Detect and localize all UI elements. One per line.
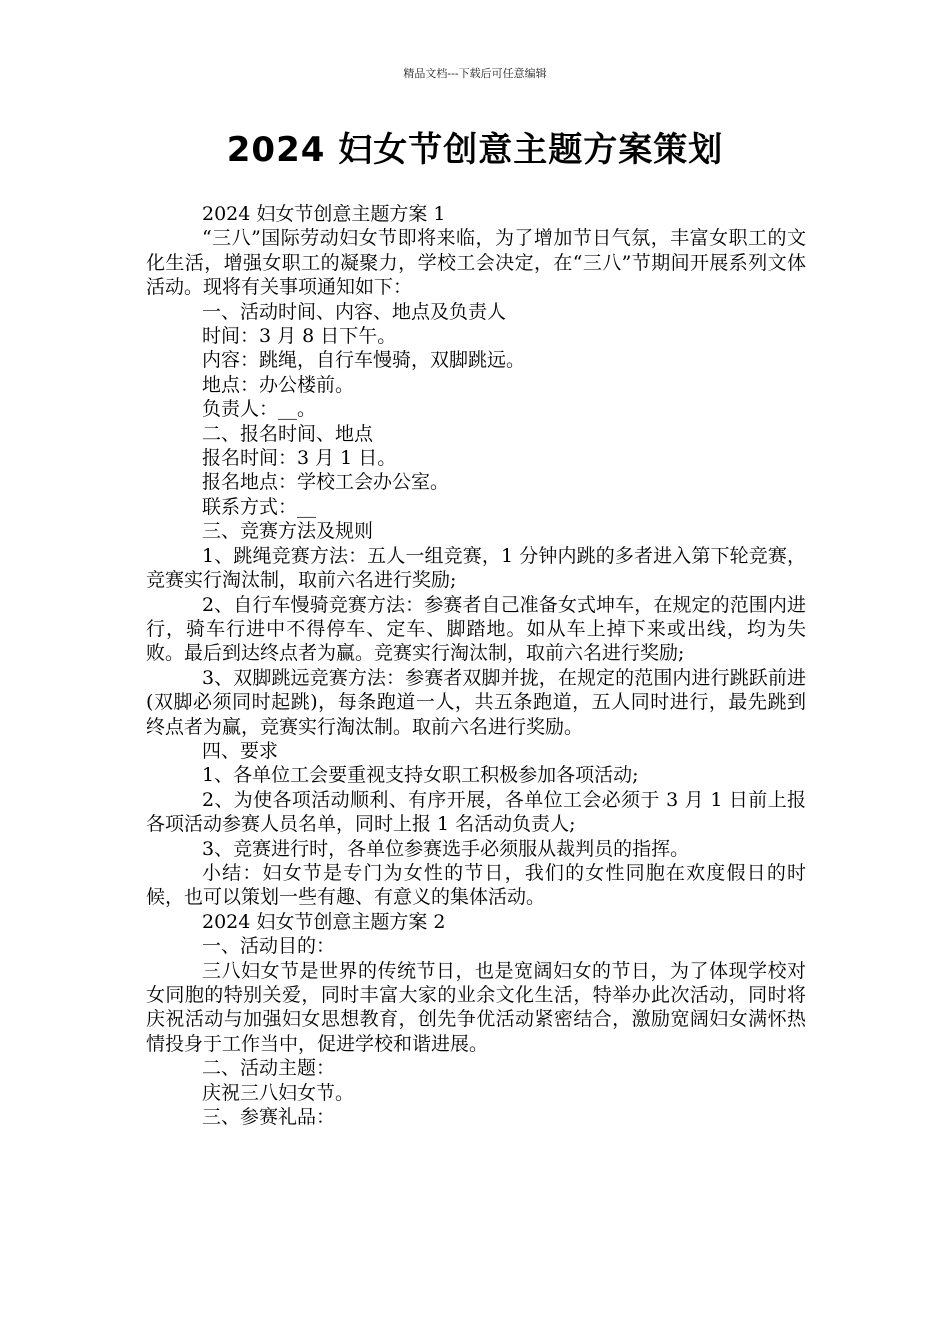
requirement-2: 2、为使各项活动顺利、有序开展，各单位工会必须于 3 月 1 日前上报各项活动参赛人员名单，同时上报 1 名活动负责人;: [146, 788, 806, 836]
rule-double-jump: 3、双脚跳远竞赛方法：参赛者双脚并拢，在规定的范围内进行跳跃前进(双脚必须同时起跳)，每条跑道一人，共五条跑道，五人同时进行，最先跳到终点者为赢，竞赛实行淘汰制。取前六名进行奖励。: [146, 666, 806, 738]
registration-location-line: 报名地点：学校工会办公室。: [202, 471, 450, 494]
document-title: 2024 妇女节创意主题方案策划: [226, 130, 724, 170]
section-heading-4: 四、要求: [202, 739, 279, 762]
summary-paragraph: 小结：妇女节是专门为女性的节日，我们的女性同胞在欢度假日的时候，也可以策划一些有趣、有意义的集体活动。: [146, 861, 806, 909]
time-line: 时间：3 月 8 日下午。: [202, 325, 397, 348]
plan2-section-heading-2: 二、活动主题：: [202, 1057, 336, 1080]
section-heading-2: 二、报名时间、地点: [202, 422, 374, 445]
heading-plan-2: 2024 妇女节创意主题方案 2: [202, 910, 446, 933]
requirement-3: 3、竞赛进行时，各单位参赛选手必须服从裁判员的指挥。: [202, 837, 690, 860]
rule-slow-bike: 2、自行车慢骑竞赛方法：参赛者自己准备女式坤车，在规定的范围内进行，骑车行进中不得停车、定车、脚踏地。如从车上掉下来或出线，均为失败。最后到达终点者为赢。竞赛实行淘汰制，取前六名进行奖励;: [146, 593, 806, 665]
section-heading-3: 三、竞赛方法及规则: [202, 520, 374, 543]
plan2-section-heading-1: 一、活动目的：: [202, 935, 336, 958]
plan2-theme-line: 庆祝三八妇女节。: [202, 1081, 355, 1104]
plan2-purpose-paragraph: 三八妇女节是世界的传统节日，也是宽阔妇女的节日，为了体现学校对女同胞的特别关爱，同时丰富大家的业余文化生活，特举办此次活动，同时将庆祝活动与加强妇女思想教育，创先争优活动紧密结合，激励宽阔妇女满怀热情投身于工作当中，促进学校和谐进展。: [146, 959, 806, 1055]
page-header-note: 精品文档---下载后可任意编辑: [403, 67, 547, 80]
contact-line: 联系方式：__: [202, 495, 317, 518]
heading-plan-1: 2024 妇女节创意主题方案 1: [202, 203, 446, 225]
person-in-charge-line: 负责人：__。: [202, 398, 317, 421]
intro-paragraph: “三八”国际劳动妇女节即将来临，为了增加节日气氛，丰富女职工的文化生活，增强女职工的凝聚力，学校工会决定，在“三八”节期间开展系列文体活动。现将有关事项通知如下：: [146, 227, 806, 299]
rule-jump-rope: 1、跳绳竞赛方法：五人一组竞赛，1 分钟内跳的多者进入第下轮竞赛，竞赛实行淘汰制，取前六名进行奖励;: [146, 544, 806, 592]
section-heading-1: 一、活动时间、内容、地点及负责人: [202, 300, 507, 323]
registration-time-line: 报名时间：3 月 1 日。: [202, 447, 397, 470]
requirement-1: 1、各单位工会要重视支持女职工积极参加各项活动;: [202, 764, 639, 787]
document-body: [146, 202, 806, 1129]
content-line: 内容：跳绳，自行车慢骑，双脚跳远。: [202, 349, 526, 372]
plan2-section-heading-3: 三、参赛礼品：: [202, 1106, 336, 1129]
location-line: 地点：办公楼前。: [202, 373, 355, 396]
